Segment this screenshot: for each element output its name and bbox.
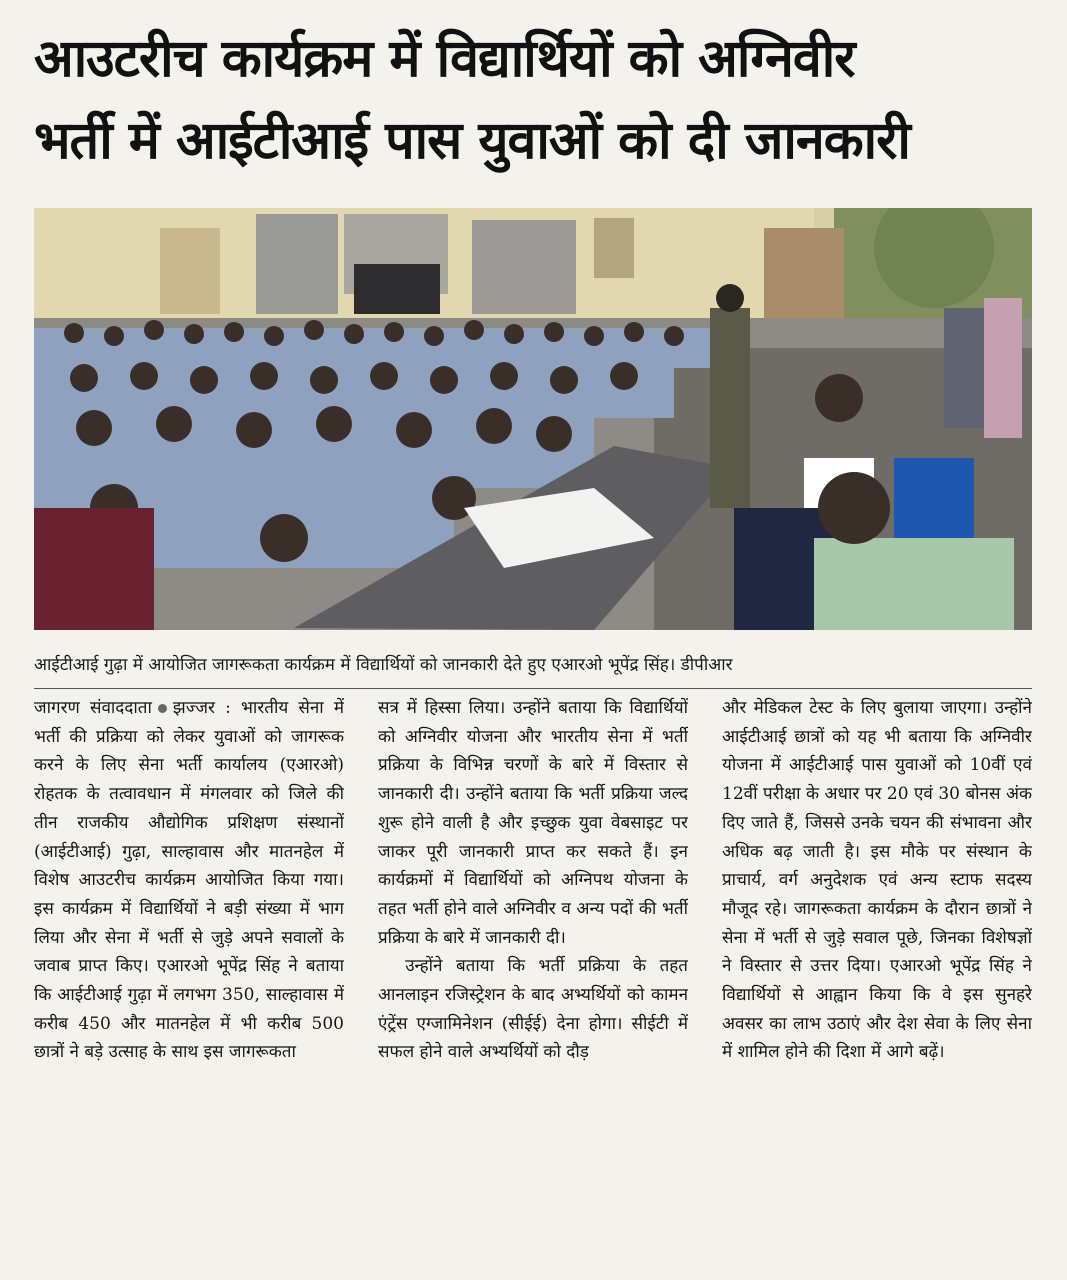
article-column-2: [378, 694, 688, 1266]
article-body: [34, 694, 1032, 1266]
headline: [34, 18, 1044, 182]
photo-students-seated-outdoors: [34, 208, 1032, 630]
article-paragraph: और मेडिकल टेस्ट के लिए बुलाया जाएगा। उन्होंने आईटीआई छात्रों को यह भी बताया कि अग्निवीर योजना में आईटीआई पास युवाओं को 10वीं एवं 12वीं परीक्षा के अधार पर 20 एवं 30 बोनस अंक दिए जाते हैं, जिससे उनके चयन की संभावना और अधिक बढ़ जाती है। इस मौके पर संस्थान के प्राचार्य, वर्ग अनुदेशक एवं अन्य स्टाफ सदस्य मौजूद रहे। जागरूकता कार्यक्रम के दौरान छात्रों ने सेना में भर्ती से जुड़े सवाल पूछे, जिनका विशेषज्ञों ने विस्तार से उत्तर दिया। एआरओ भूपेंद्र सिंह ने विद्यार्थियों से आह्वान किया कि वे इस सुनहरे अवसर का लाभ उठाएं और देश सेवा के लिए सेना में शामिल होने की दिशा में आगे बढ़ें।: [722, 698, 1032, 1063]
photo-caption: आईटीआई गुढ़ा में आयोजित जागरूकता कार्यक्रम में विद्यार्थियों को जानकारी देते हुए एआरओ भूपेंद्र सिंह। डीपीआर: [34, 655, 733, 675]
article-paragraph: उन्होंने बताया कि भर्ती प्रक्रिया के तहत आनलाइन रजिस्ट्रेशन के बाद अभ्यर्थियों को कामन एंट्रेंस एग्जामिनेशन (सीईई) देना होगा। सीईटी में सफल होने वाले अभ्यर्थियों को दौड़: [378, 956, 688, 1063]
article-column-1: [34, 694, 344, 1266]
dateline: झज्जर :: [172, 698, 231, 718]
headline-line-2: भर्ती में आईटीआई पास युवाओं को दी जानकारी: [34, 111, 910, 171]
caption-rule: [34, 688, 1032, 689]
byline: जागरण संवाददाता: [34, 698, 152, 718]
article-paragraph: [34, 694, 344, 1067]
article-paragraph: सत्र में हिस्सा लिया। उन्होंने बताया कि विद्यार्थियों को अग्निवीर योजना और भारतीय सेना में भर्ती प्रक्रिया के विभिन्न चरणों के बारे में विस्तार से जानकारी दी। उन्होंने बताया कि भर्ती प्रक्रिया जल्द शुरू होने वाली है और इच्छुक युवा वेबसाइट पर जाकर पूरी जानकारी प्राप्त कर सकते हैं। इन कार्यक्रमों में विद्यार्थियों को अग्निपथ योजना के तहत भर्ती होने वाले अग्निवीर व अन्य पदों की भर्ती प्रक्रिया के बारे में जानकारी दी।: [378, 698, 688, 948]
headline-line-1: आउटरीच कार्यक्रम में विद्यार्थियों को अग्निवीर: [34, 29, 855, 89]
article-column-3: [722, 694, 1032, 1266]
article-text: भारतीय सेना में भर्ती की प्रक्रिया को लेकर युवाओं को जागरूक करने के लिए सेना भर्ती कार्यालय (एआरओ) रोहतक के तत्वावधान में मंगलवार को जिले की तीन राजकीय औद्योगिक प्रशिक्षण संस्थानों (आईटीआई) गुढ़ा, साल्हावास और मातनहेल में विशेष आउटरीच कार्यक्रम आयोजित किया गया। इस कार्यक्रम में विद्यार्थियों ने बड़ी संख्या में भाग लिया और सेना में भर्ती से जुड़े अपने सवालों के जवाब प्राप्त किए। एआरओ भूपेंद्र सिंह ने बताया कि आईटीआई गुढ़ा में लगभग 350, साल्हावास में करीब 450 और मातनहेल में भी करीब 500 छात्रों ने बड़े उत्साह के साथ इस जागरूकता: [34, 698, 344, 1063]
news-photo: [34, 208, 1032, 630]
bullet-icon: [158, 704, 167, 713]
